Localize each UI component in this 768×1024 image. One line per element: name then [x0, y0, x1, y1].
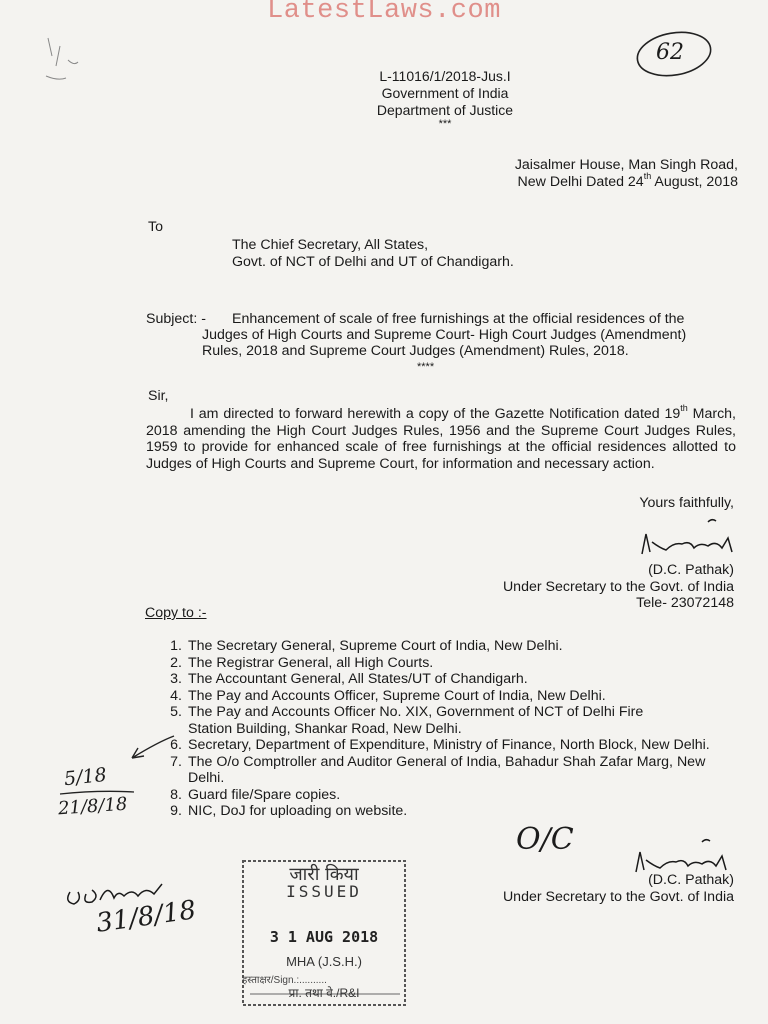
list-item	[160, 655, 720, 672]
recipient-block	[232, 237, 514, 270]
government-name: Government of India	[381, 85, 509, 101]
item-text: The O/o Comptroller and Auditor General of India, Bahadur Shah Zafar Marg, New Delhi.	[188, 753, 706, 786]
stamp-footer: प्रा. तथा वे./R&I	[288, 986, 360, 1000]
item-text: The Registrar General, all High Courts.	[188, 654, 434, 671]
to-label: To	[148, 219, 163, 235]
salutation: Sir,	[148, 388, 169, 404]
subject-line-3: Rules, 2018 and Supreme Court Judges (Amendment) Rules, 2018.	[202, 343, 629, 359]
date-month-year: August, 2018	[651, 173, 738, 190]
page-number-text: 62	[656, 40, 684, 65]
item-text: NIC, DoJ for uploading on website.	[188, 803, 408, 819]
para-date-suffix: th	[680, 403, 688, 414]
date-suffix: th	[643, 170, 652, 181]
list-item	[160, 704, 720, 737]
signoff-block-2	[503, 872, 734, 905]
list-item	[160, 787, 720, 804]
signature-1	[636, 512, 746, 562]
subject-label: Subject: -	[146, 311, 206, 327]
list-item	[160, 754, 720, 787]
item-number: 2.	[170, 654, 182, 671]
letter-header	[0, 68, 768, 130]
handwritten-oc: O/C	[516, 822, 574, 857]
signatory-designation-2: Under Secretary to the Govt. of India	[502, 888, 734, 905]
issued-stamp	[240, 858, 408, 1008]
handwritten-date-2: 31/8/18	[94, 895, 198, 939]
closing: Yours faithfully,	[639, 495, 734, 511]
para-part-2: March, 2018 amending the High Court Judges Rules, 1956 and the Supreme Court Judges Rules, 1959 to provide for enhanced scale of free furnishings at the official residences allotted to Judges of High Courts and Supreme Court, for information and necessary action.	[146, 406, 736, 472]
item-number: 9.	[170, 803, 182, 819]
signoff-block	[503, 562, 734, 612]
item-text: The Accountant General, All States/UT of Chandigarh.	[188, 671, 528, 687]
stamp-hindi: जारी किया	[289, 864, 359, 885]
sender-address	[515, 157, 738, 190]
subject-stars: ****	[417, 361, 435, 373]
list-item	[160, 737, 720, 754]
header-stars: ***	[438, 118, 452, 130]
para-part-1: I am directed to forward herewith a copy of the Gazette Notification dated 19	[190, 406, 681, 422]
watermark: LatestLaws.com	[267, 0, 501, 26]
stamp-office: MHA (J.S.H.)	[286, 954, 362, 969]
stamp-issued: ISSUED	[286, 882, 362, 901]
body-paragraph	[146, 403, 736, 472]
subject-line-2: Judges of High Courts and Supreme Court- High Court Judges (Amendment)	[202, 327, 687, 343]
item-number: 3.	[170, 671, 182, 687]
stamp-date: 3 1 AUG 2018	[269, 928, 379, 946]
date-text: New Delhi Dated 24	[517, 173, 644, 190]
item-text: The Pay and Accounts Officer, Supreme Court of India, New Delhi.	[188, 687, 606, 704]
list-item	[160, 638, 720, 655]
handwritten-arrow	[118, 728, 178, 768]
signatory-name-2: (D.C. Pathak)	[648, 872, 734, 888]
subject-line-1: Enhancement of scale of free furnishings at the official residences of the	[232, 311, 685, 327]
item-text: Secretary, Department of Expenditure, Ministry of Finance, North Block, New Delhi.	[188, 737, 710, 753]
copy-to-list	[160, 638, 720, 820]
list-item	[160, 803, 720, 820]
item-number: 7.	[170, 753, 182, 770]
address-date-line	[515, 170, 738, 191]
stamp-sign: हस्ताक्षर/Sign.:..........	[242, 975, 327, 986]
item-number: 1.	[170, 638, 182, 654]
item-text: The Pay and Accounts Officer No. XIX, Government of NCT of Delhi Fire Station Building, Shankar Road, New Delhi.	[188, 704, 644, 737]
handwritten-note-bottom: 21/8/18	[57, 793, 129, 820]
list-item	[160, 688, 720, 705]
department-name: Department of Justice	[376, 102, 514, 118]
item-number: 5.	[170, 704, 182, 720]
signatory-telephone: Tele- 23072148	[636, 595, 734, 611]
address-line-1: Jaisalmer House, Man Singh Road,	[514, 157, 738, 173]
item-text: Guard file/Spare copies.	[188, 786, 341, 803]
signatory-designation: Under Secretary to the Govt. of India	[502, 578, 734, 595]
recipient-line-2: Govt. of NCT of Delhi and UT of Chandigarh.	[232, 253, 514, 270]
item-number: 8.	[170, 786, 182, 803]
copy-to-heading: Copy to :-	[145, 605, 207, 621]
item-number: 4.	[170, 687, 182, 704]
item-number: 6.	[170, 737, 182, 753]
list-item	[160, 671, 720, 688]
signatory-name: (D.C. Pathak)	[648, 562, 734, 578]
item-text: The Secretary General, Supreme Court of India, New Delhi.	[188, 638, 563, 654]
recipient-line-1: The Chief Secretary, All States,	[232, 237, 429, 253]
file-number: L-11016/1/2018-Jus.I	[379, 68, 511, 84]
handwritten-note-top: 5/18	[62, 763, 108, 791]
